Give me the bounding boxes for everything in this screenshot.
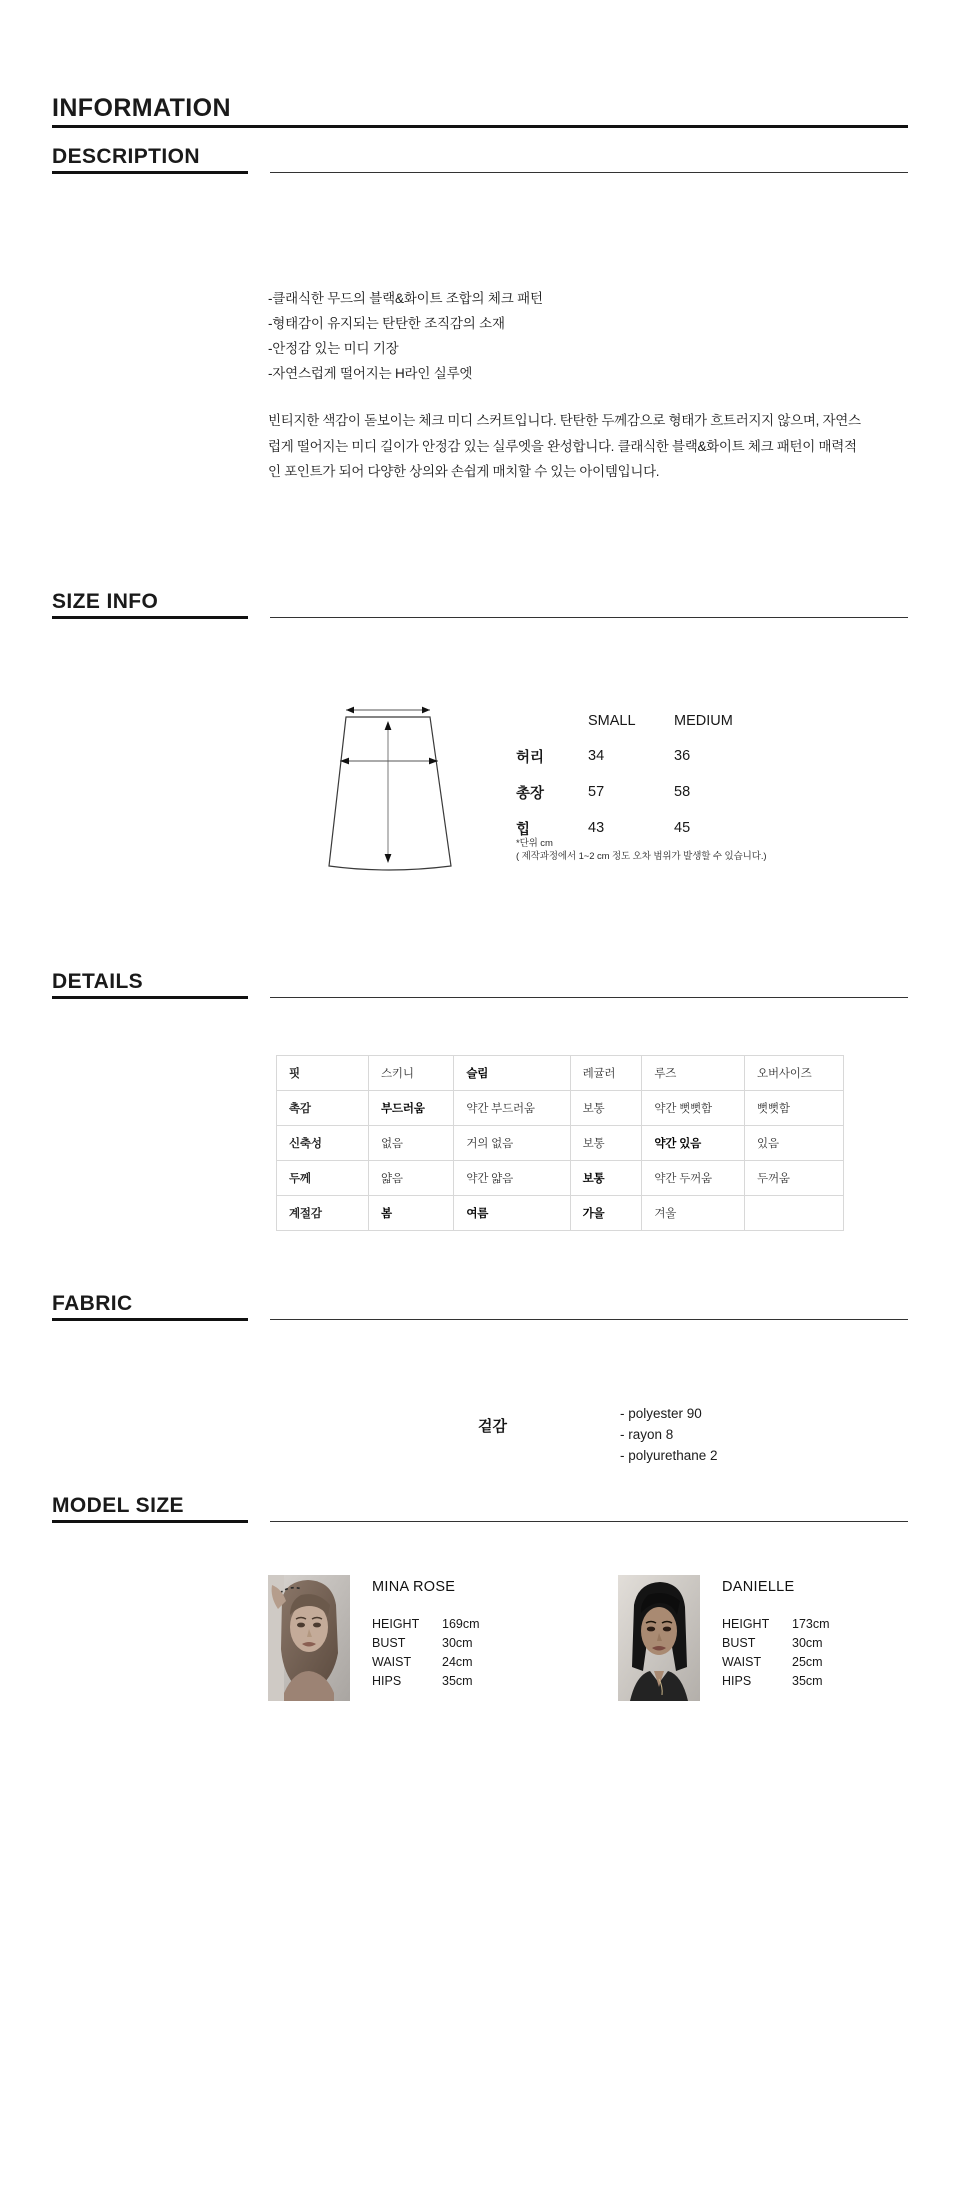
table-row [277, 1055, 844, 1090]
model-measure-row [722, 1615, 830, 1634]
details-cell: 보통 [570, 1160, 642, 1195]
model-measure-row [372, 1634, 480, 1653]
model-measure-row [372, 1615, 480, 1634]
size-value-small: 57 [588, 784, 605, 800]
size-value-small: 34 [588, 748, 605, 764]
model-card [618, 1575, 830, 1701]
details-cell: 없음 [369, 1125, 454, 1160]
details-cell: 가을 [570, 1195, 642, 1230]
fabric-body [0, 1385, 960, 1495]
table-row [277, 1090, 844, 1125]
measure-value: 30cm [442, 1635, 473, 1650]
size-table-row [516, 746, 733, 782]
measure-key: BUST [372, 1635, 406, 1650]
details-cell: 슬림 [454, 1055, 570, 1090]
fabric-underline [52, 1318, 248, 1321]
measure-key: HEIGHT [372, 1616, 420, 1631]
description-body [268, 286, 908, 485]
size-info-rule [270, 617, 908, 618]
fabric-item: - polyurethane 2 [620, 1447, 718, 1463]
details-cell: 약간 두꺼움 [642, 1160, 745, 1195]
details-cell: 스키니 [369, 1055, 454, 1090]
model-size-body [0, 1575, 960, 1745]
fabric-rule [270, 1319, 908, 1320]
measure-value: 35cm [792, 1673, 823, 1688]
details-cell: 있음 [745, 1125, 844, 1160]
details-cell: 봄 [369, 1195, 454, 1230]
measure-value: 24cm [442, 1654, 473, 1669]
description-bullets [268, 286, 908, 386]
measure-key: HEIGHT [722, 1616, 770, 1631]
table-row [277, 1125, 844, 1160]
model-name: MINA ROSE [372, 1578, 456, 1595]
section-title-description: DESCRIPTION [52, 145, 200, 168]
model-photo-danielle [618, 1575, 700, 1701]
table-row [277, 1195, 844, 1230]
size-table-row [516, 782, 733, 818]
details-cell [745, 1195, 844, 1230]
description-bullet: -형태감이 유지되는 탄탄한 조직감의 소재 [268, 316, 505, 331]
details-header [52, 971, 908, 999]
skirt-measure-diagram [320, 703, 460, 875]
size-note [516, 837, 766, 863]
fabric-item: - rayon 8 [620, 1426, 674, 1442]
section-title-size-info: SIZE INFO [52, 589, 159, 613]
model-photo-mina-rose [268, 1575, 350, 1701]
section-title-model-size: MODEL SIZE [52, 1493, 184, 1517]
details-cell: 보통 [570, 1125, 642, 1160]
size-row-label: 총장 [516, 785, 545, 802]
measure-key: HIPS [722, 1673, 752, 1688]
details-row-label: 핏 [277, 1055, 369, 1090]
details-cell: 보통 [570, 1090, 642, 1125]
size-note-unit: *단위 cm [516, 837, 553, 849]
model-size-underline [52, 1520, 248, 1523]
measure-value: 30cm [792, 1635, 823, 1650]
description-bullet: -자연스럽게 떨어지는 H라인 실루엣 [268, 366, 473, 381]
size-value-medium: 45 [674, 820, 691, 836]
fabric-composition-list [620, 1403, 718, 1466]
size-col-medium: MEDIUM [674, 712, 733, 729]
description-rule [270, 172, 908, 173]
description-bullet: -안정감 있는 미디 기장 [268, 341, 399, 356]
model-info [722, 1575, 830, 1691]
details-table [276, 1055, 844, 1231]
information-header [52, 96, 908, 128]
details-row-label: 신축성 [277, 1125, 369, 1160]
measure-value: 169cm [442, 1616, 480, 1631]
size-value-small: 43 [588, 820, 605, 836]
details-row-label: 두께 [277, 1160, 369, 1195]
model-info [372, 1575, 480, 1691]
details-cell: 거의 없음 [454, 1125, 570, 1160]
details-cell: 오버사이즈 [745, 1055, 844, 1090]
measure-key: WAIST [372, 1654, 412, 1669]
header-underline [52, 125, 908, 128]
details-cell: 여름 [454, 1195, 570, 1230]
description-paragraph: 빈티지한 색감이 돋보이는 체크 미디 스커트입니다. 탄탄한 두께감으로 형태가 흐트러지지 않으며, 자연스럽게 떨어지는 미디 길이가 안정감 있는 실루엣을 완성합니다. 클래식한 블랙&화이트 체크 패턴이 매력적인 포인트가 되어 다양한 상의와 손쉽게 매치할 수 있는 아이템입니다. [268, 413, 861, 479]
size-value-medium: 36 [674, 748, 691, 764]
page-title: INFORMATION [52, 94, 231, 122]
model-measure-row [372, 1672, 480, 1691]
details-cell: 약간 있음 [642, 1125, 745, 1160]
details-cell: 루즈 [642, 1055, 745, 1090]
fabric-header [52, 1293, 908, 1321]
fabric-item: - polyester 90 [620, 1405, 702, 1421]
description-header [52, 146, 908, 174]
size-info-header [52, 591, 908, 619]
model-measure-row [372, 1653, 480, 1672]
model-card [268, 1575, 480, 1701]
description-underline [52, 171, 248, 174]
model-size-header [52, 1495, 908, 1523]
measure-value: 35cm [442, 1673, 473, 1688]
section-title-details: DETAILS [52, 969, 144, 993]
size-table [516, 713, 733, 854]
model-size-rule [270, 1521, 908, 1522]
details-cell: 약간 뻣뻣함 [642, 1090, 745, 1125]
details-cell: 부드러움 [369, 1090, 454, 1125]
details-row-label: 촉감 [277, 1090, 369, 1125]
size-table-corner [516, 713, 588, 746]
size-note-tolerance: ( 제작과정에서 1~2 cm 정도 오차 범위가 발생할 수 있습니다.) [516, 850, 767, 862]
measure-key: WAIST [722, 1654, 762, 1669]
size-table-header-row [516, 713, 733, 746]
details-cell: 약간 얇음 [454, 1160, 570, 1195]
details-cell: 뻣뻣함 [745, 1090, 844, 1125]
size-row-label: 힙 [516, 821, 531, 838]
section-title-fabric: FABRIC [52, 1291, 133, 1315]
details-cell: 약간 부드러움 [454, 1090, 570, 1125]
model-measure-row [722, 1634, 830, 1653]
size-row-label: 허리 [516, 749, 545, 766]
details-row-label: 계절감 [277, 1195, 369, 1230]
table-row [277, 1160, 844, 1195]
size-info-underline [52, 616, 248, 619]
measure-key: HIPS [372, 1673, 402, 1688]
measure-key: BUST [722, 1635, 756, 1650]
details-underline [52, 996, 248, 999]
description-bullet: -클래식한 무드의 블랙&화이트 조합의 체크 패턴 [268, 291, 543, 306]
details-rule [270, 997, 908, 998]
model-measure-row [722, 1672, 830, 1691]
model-name: DANIELLE [722, 1578, 795, 1595]
details-cell: 얇음 [369, 1160, 454, 1195]
details-cell: 레귤러 [570, 1055, 642, 1090]
model-measure-row [722, 1653, 830, 1672]
fabric-label: 겉감 [478, 1417, 507, 1435]
size-col-small: SMALL [588, 712, 636, 729]
measure-value: 173cm [792, 1616, 830, 1631]
measure-value: 25cm [792, 1654, 823, 1669]
size-info-body [0, 703, 960, 873]
size-value-medium: 58 [674, 784, 691, 800]
details-cell: 두꺼움 [745, 1160, 844, 1195]
details-cell: 겨울 [642, 1195, 745, 1230]
